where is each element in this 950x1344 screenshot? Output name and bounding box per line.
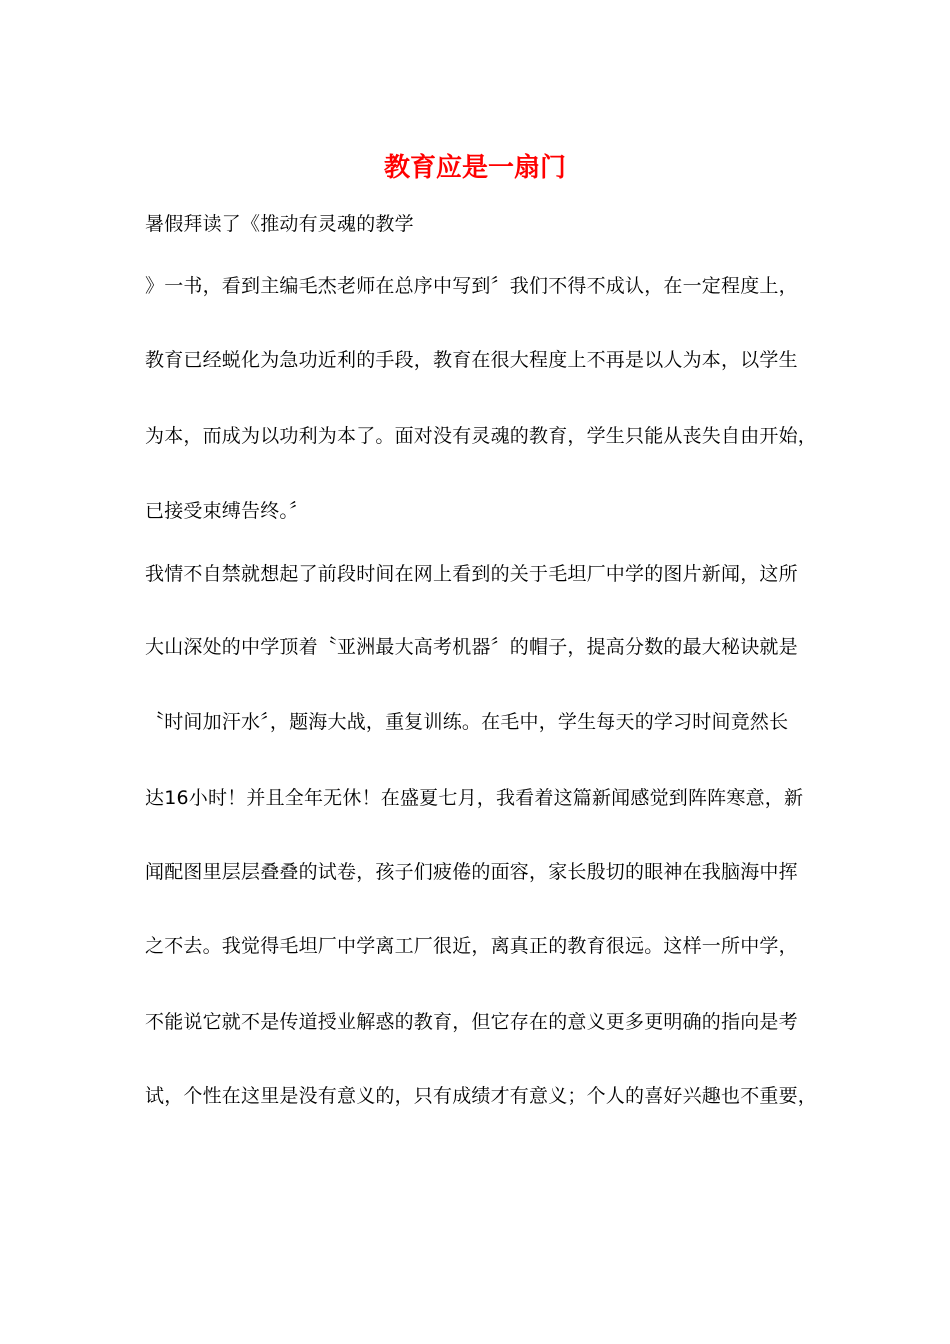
paragraph-line: 我情不自禁就想起了前段时间在网上看到的关于毛坦厂中学的图片新闻，这所 bbox=[145, 563, 798, 585]
paragraph-line: 不能说它就不是传道授业解惑的教育，但它存在的意义更多更明确的指向是考 bbox=[145, 1011, 798, 1033]
paragraph-line: 试，个性在这里是没有意义的，只有成绩才有意义；个人的喜好兴趣也不重要， bbox=[145, 1085, 818, 1107]
paragraph-line: 闻配图里层层叠叠的试卷，孩子们疲倦的面容，家长殷切的眼神在我脑海中挥 bbox=[145, 861, 798, 883]
paragraph-line: 〝时间加汗水〞，题海大战，重复训练。在毛中，学生每天的学习时间竟然长 bbox=[145, 711, 789, 733]
document-title: 教育应是一扇门 bbox=[383, 153, 566, 183]
paragraph-line: 已接受束缚告终。〞 bbox=[145, 500, 309, 522]
paragraph-line: 教育已经蜕化为急功近利的手段，教育在很大程度上不再是以人为本，以学生 bbox=[145, 349, 798, 371]
paragraph-line: 》一书，看到主编毛杰老师在总序中写到〞我们不得不成认，在一定程度上， bbox=[145, 275, 798, 297]
paragraph-line: 达16小时！并且全年无休！在盛夏七月，我看着这篇新闻感觉到阵阵寒意，新 bbox=[145, 787, 804, 809]
paragraph-line: 为本，而成为以功利为本了。面对没有灵魂的教育，学生只能从丧失自由开始， bbox=[145, 425, 818, 447]
paragraph-line: 之不去。我觉得毛坦厂中学离工厂很近，离真正的教育很远。这样一所中学， bbox=[145, 935, 798, 957]
paragraph-line: 大山深处的中学顶着〝亚洲最大高考机器〞的帽子，提高分数的最大秘诀就是 bbox=[145, 636, 798, 658]
paragraph-line: 暑假拜读了《推动有灵魂的教学 bbox=[145, 213, 414, 235]
